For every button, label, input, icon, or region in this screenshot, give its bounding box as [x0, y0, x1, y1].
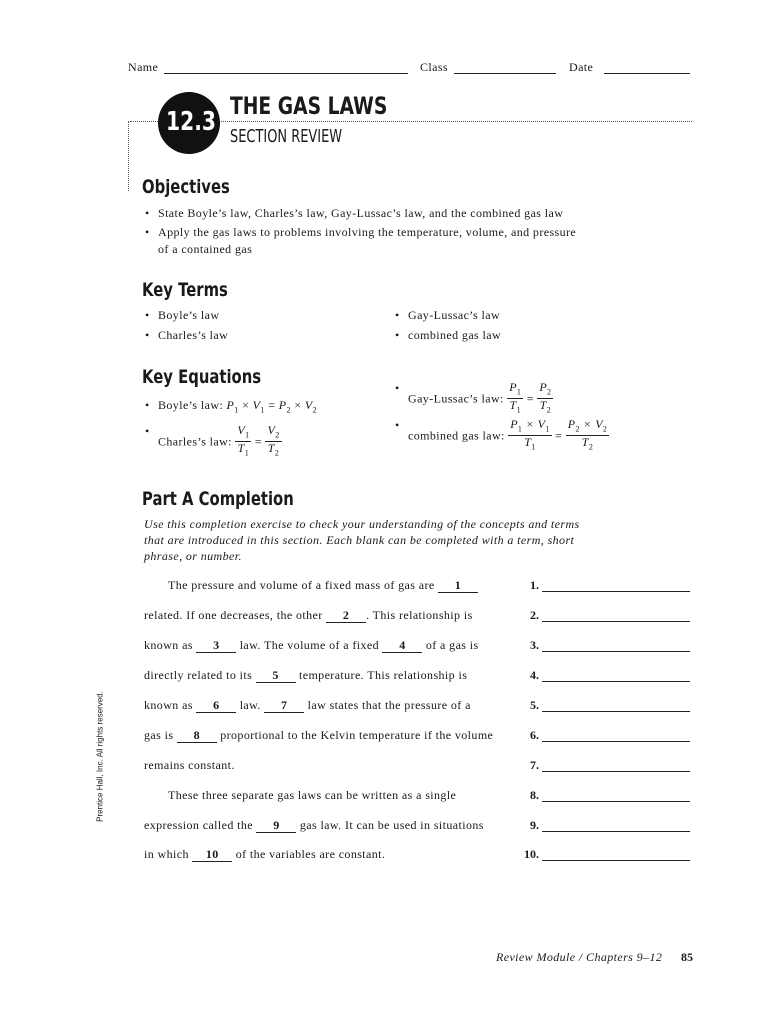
completion-line: known as 3 law. The volume of a fixed 4 of a gas is — [144, 638, 479, 652]
objective-item-continued: of a contained gas — [158, 242, 253, 256]
class-label: Class — [420, 60, 449, 74]
blank-5[interactable]: 5 — [256, 669, 296, 683]
part-a-instructions-line: phrase, or number. — [144, 549, 242, 563]
part-a-heading: Part A Completion — [142, 488, 294, 510]
answer-number: 9. — [530, 818, 539, 832]
answer-line-9[interactable] — [542, 831, 690, 832]
combined-label: combined gas law: — [408, 428, 505, 443]
part-a-instructions-line: that are introduced in this section. Each blank can be completed with a term, short — [144, 533, 575, 547]
answer-line-7[interactable] — [542, 771, 690, 772]
objective-item: • Apply the gas laws to problems involving the temperature, volume, and pressure — [158, 225, 576, 240]
answer-number: 4. — [530, 668, 539, 682]
copyright-notice: Prentice Hall, Inc. All rights reserved. — [95, 691, 105, 822]
blank-3[interactable]: 3 — [196, 639, 236, 653]
key-term-item: • Gay-Lussac’s law — [408, 308, 500, 323]
completion-line: in which 10 of the variables are constant. — [144, 847, 386, 861]
section-title: THE GAS LAWS — [230, 92, 388, 120]
blank-2[interactable]: 2 — [326, 609, 366, 623]
completion-line: remains constant. — [144, 758, 235, 772]
completion-line: known as 6 law. 7 law states that the pressure of a — [144, 698, 471, 712]
gay-lussac-label: Gay-Lussac’s law: — [408, 391, 504, 406]
name-label: Name — [128, 60, 159, 74]
charles-label: Charles’s law: — [158, 434, 232, 449]
objective-item: • State Boyle’s law, Charles’s law, Gay-Lussac’s law, and the combined gas law — [158, 206, 563, 221]
blank-1[interactable]: 1 — [438, 579, 478, 593]
answer-line-5[interactable] — [542, 711, 690, 712]
combined-equation: • combined gas law: $\frac{P_1 \times V_1}{T_1}$ = $\frac{P_2 \times V_2}{T_2}$ — [408, 418, 609, 454]
class-field[interactable] — [454, 73, 556, 74]
answer-number: 7. — [530, 758, 539, 772]
completion-line: related. If one decreases, the other 2 . This relationship is — [144, 608, 473, 622]
key-term-item: • Charles’s law — [158, 328, 228, 343]
boyle-formula: $P_1 \times V_1 = P_2 \times V_2$ — [226, 398, 318, 415]
answer-line-2[interactable] — [542, 621, 690, 622]
key-equations-heading: Key Equations — [142, 366, 262, 388]
name-field[interactable] — [164, 73, 408, 74]
footer-module: Review Module / Chapters 9–12 — [496, 950, 663, 964]
page-number: 85 — [681, 950, 693, 964]
answer-number: 6. — [530, 728, 539, 742]
part-a-instructions-line: Use this completion exercise to check your understanding of the concepts and terms — [144, 517, 580, 531]
blank-9[interactable]: 9 — [256, 819, 296, 833]
answer-line-4[interactable] — [542, 681, 690, 682]
section-number: 12.3 — [166, 107, 217, 137]
blank-4[interactable]: 4 — [382, 639, 422, 653]
completion-line: directly related to its 5 temperature. This relationship is — [144, 668, 468, 682]
banner-side-rule — [128, 121, 129, 191]
date-label: Date — [569, 60, 594, 74]
completion-line: expression called the 9 gas law. It can be used in situations — [144, 818, 484, 832]
blank-6[interactable]: 6 — [196, 699, 236, 713]
blank-7[interactable]: 7 — [264, 699, 304, 713]
combined-fraction-right: $\frac{P_2 \times V_2}{T_2}$ — [567, 417, 608, 452]
charles-fraction-right: $\frac{V_2}{T_2}$ — [267, 423, 280, 458]
combined-fraction-left: $\frac{P_1 \times V_1}{T_1}$ — [510, 417, 550, 452]
answer-line-10[interactable] — [542, 860, 690, 861]
boyle-equation — [158, 398, 317, 414]
objectives-heading: Objectives — [142, 176, 230, 198]
completion-line: The pressure and volume of a fixed mass of gas are 1 — [168, 578, 478, 593]
answer-number: 10. — [524, 847, 539, 861]
key-term-item: • Boyle’s law — [158, 308, 219, 323]
answer-line-3[interactable] — [542, 651, 690, 652]
answer-number: 3. — [530, 638, 539, 652]
answer-line-6[interactable] — [542, 741, 690, 742]
answer-number: 1. — [530, 578, 539, 592]
charles-equation: • Charles’s law: $\frac{V_1}{T_1}$ = $\frac{V_2}{T_2}$ — [158, 424, 282, 460]
completion-line: gas is 8 proportional to the Kelvin temperature if the volume — [144, 728, 494, 742]
answer-line-8[interactable] — [542, 801, 690, 802]
answer-number: 5. — [530, 698, 539, 712]
answer-number: 8. — [530, 788, 539, 802]
key-term-item: • combined gas law — [408, 328, 501, 343]
gay-lussac-fraction-left: $\frac{P_1}{T_1}$ — [509, 380, 522, 415]
charles-fraction-left: $\frac{V_1}{T_1}$ — [237, 423, 250, 458]
section-subtitle: SECTION REVIEW — [230, 126, 343, 147]
completion-line: These three separate gas laws can be written as a single — [168, 788, 457, 802]
blank-8[interactable]: 8 — [177, 729, 217, 743]
gay-lussac-fraction-right: $\frac{P_2}{T_2}$ — [539, 380, 552, 415]
blank-10[interactable]: 10 — [192, 848, 232, 862]
date-field[interactable] — [604, 73, 690, 74]
answer-line-1[interactable] — [542, 591, 690, 592]
answer-number: 2. — [530, 608, 539, 622]
boyle-label: Boyle’s law: — [158, 398, 224, 412]
key-terms-heading: Key Terms — [142, 279, 228, 301]
gay-lussac-equation: • Gay-Lussac’s law: $\frac{P_1}{T_1}$ = $\frac{P_2}{T_2}$ — [408, 381, 553, 417]
